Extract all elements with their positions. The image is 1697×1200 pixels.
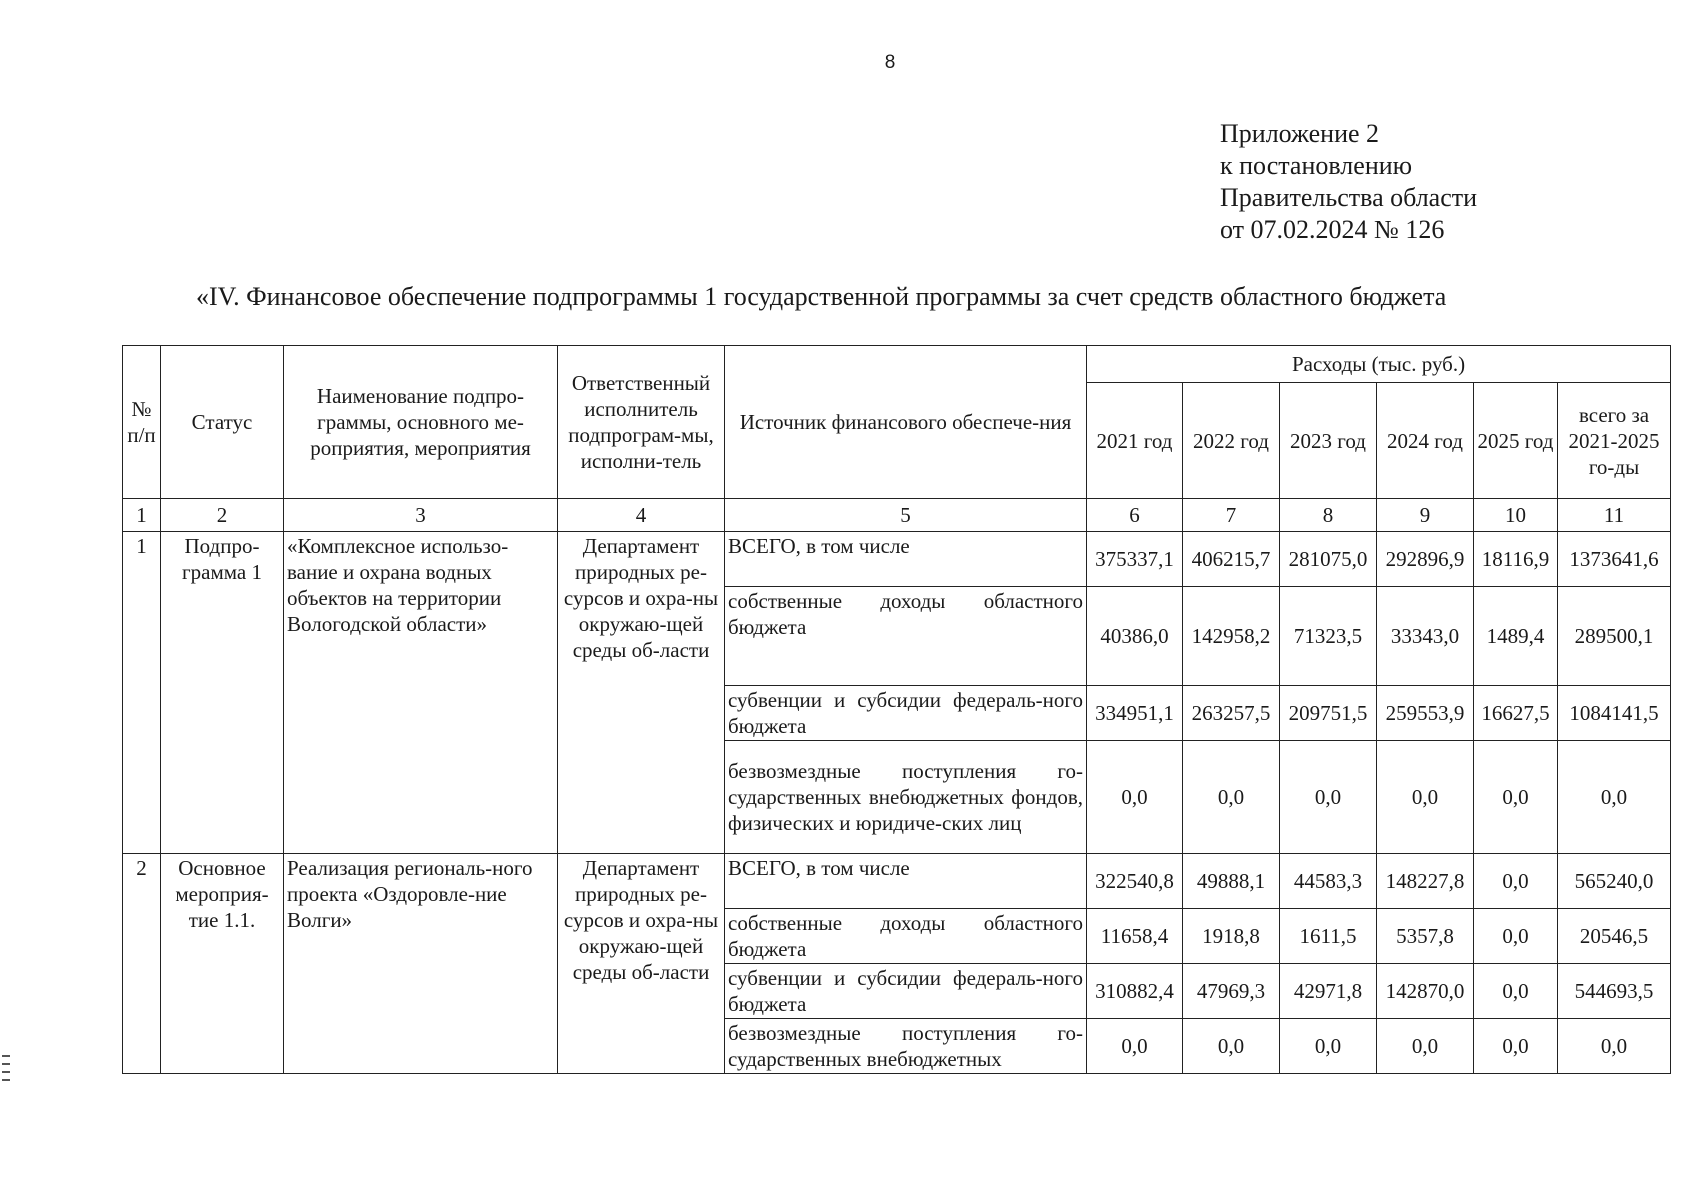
scan-margin-marks (2, 1055, 12, 1087)
header-year-2022: 2022 год (1183, 383, 1280, 499)
row-value: 18116,9 (1474, 532, 1558, 587)
row-value: 0,0 (1377, 1019, 1474, 1074)
row-source: ВСЕГО, в том числе (725, 532, 1087, 587)
header-year-2024: 2024 год (1377, 383, 1474, 499)
row-value: 0,0 (1474, 1019, 1558, 1074)
row-executor: Департамент природных ре-сурсов и охра-ны окружаю-щей среды об-ласти (558, 532, 725, 854)
header-year-2025: 2025 год (1474, 383, 1558, 499)
row-value: 71323,5 (1280, 587, 1377, 686)
row-value: 263257,5 (1183, 686, 1280, 741)
row-value: 209751,5 (1280, 686, 1377, 741)
row-value: 11658,4 (1087, 909, 1183, 964)
header-total: всего за 2021-2025 го-ды (1558, 383, 1671, 499)
row-value: 0,0 (1474, 964, 1558, 1019)
row-value: 1373641,6 (1558, 532, 1671, 587)
col-num-2: 2 (161, 499, 284, 532)
row-executor: Департамент природных ре-сурсов и охра-ны окружаю-щей среды об-ласти (558, 854, 725, 1074)
header-executor: Ответственный исполнитель подпрограм-мы, исполни-тель (558, 346, 725, 499)
row-value: 148227,8 (1377, 854, 1474, 909)
row-value: 5357,8 (1377, 909, 1474, 964)
annex-line-3: Правительства области (1220, 183, 1478, 212)
row-source: ВСЕГО, в том числе (725, 854, 1087, 909)
header-num: № п/п (123, 346, 161, 499)
row-value: 334951,1 (1087, 686, 1183, 741)
row-value: 0,0 (1377, 741, 1474, 854)
row-value: 142958,2 (1183, 587, 1280, 686)
row-value: 1611,5 (1280, 909, 1377, 964)
row-value: 0,0 (1280, 1019, 1377, 1074)
row-value: 0,0 (1087, 1019, 1183, 1074)
row-status: Основное мероприя-тие 1.1. (161, 854, 284, 1074)
row-num: 2 (123, 854, 161, 1074)
col-num-3: 3 (284, 499, 558, 532)
annex-line-4: от 07.02.2024 № 126 (1220, 215, 1445, 244)
row-source: субвенции и субсидии федераль-ного бюджета (725, 686, 1087, 741)
row-value: 1918,8 (1183, 909, 1280, 964)
col-num-11: 11 (1558, 499, 1671, 532)
header-year-2021: 2021 год (1087, 383, 1183, 499)
row-value: 1084141,5 (1558, 686, 1671, 741)
col-num-10: 10 (1474, 499, 1558, 532)
header-year-2023: 2023 год (1280, 383, 1377, 499)
row-source: собственные доходы областного бюджета (725, 587, 1087, 686)
col-num-9: 9 (1377, 499, 1474, 532)
table-row (123, 532, 1671, 587)
header-status: Статус (161, 346, 284, 499)
col-num-4: 4 (558, 499, 725, 532)
row-value: 0,0 (1183, 741, 1280, 854)
row-value: 0,0 (1474, 854, 1558, 909)
row-value: 42971,8 (1280, 964, 1377, 1019)
annex-line-2: к постановлению (1220, 151, 1413, 180)
row-num: 1 (123, 532, 161, 854)
col-num-6: 6 (1087, 499, 1183, 532)
row-value: 16627,5 (1474, 686, 1558, 741)
col-num-7: 7 (1183, 499, 1280, 532)
header-name: Наименование подпро-граммы, основного ме-роприятия, мероприятия (284, 346, 558, 499)
row-value: 20546,5 (1558, 909, 1671, 964)
row-value: 0,0 (1474, 909, 1558, 964)
financing-table (122, 345, 1671, 1074)
header-source: Источник финансового обеспече-ния (725, 346, 1087, 499)
row-value: 289500,1 (1558, 587, 1671, 686)
row-value: 310882,4 (1087, 964, 1183, 1019)
annex-line-1: Приложение 2 (1220, 119, 1380, 148)
row-value: 142870,0 (1377, 964, 1474, 1019)
row-source: субвенции и субсидии федераль-ного бюджета (725, 964, 1087, 1019)
row-value: 322540,8 (1087, 854, 1183, 909)
row-source: безвозмездные поступления го-сударственных внебюджетных (725, 1019, 1087, 1074)
row-value: 49888,1 (1183, 854, 1280, 909)
column-number-row (123, 499, 1671, 532)
header-row-1 (123, 346, 1671, 383)
row-value: 375337,1 (1087, 532, 1183, 587)
row-value: 292896,9 (1377, 532, 1474, 587)
row-value: 0,0 (1474, 741, 1558, 854)
row-source: безвозмездные поступления го-сударственных внебюджетных фондов, физических и юридиче-ских лиц (725, 741, 1087, 854)
row-value: 281075,0 (1280, 532, 1377, 587)
header-expenses: Расходы (тыс. руб.) (1087, 346, 1671, 383)
row-value: 259553,9 (1377, 686, 1474, 741)
row-value: 47969,3 (1183, 964, 1280, 1019)
row-value: 33343,0 (1377, 587, 1474, 686)
table-row (123, 854, 1671, 909)
col-num-8: 8 (1280, 499, 1377, 532)
page-number: 8 (884, 52, 896, 73)
row-value: 0,0 (1280, 741, 1377, 854)
row-value: 565240,0 (1558, 854, 1671, 909)
annex-block (1220, 118, 1477, 246)
section-title: «IV. Финансовое обеспечение подпрограммы 1 государственной программы за счет средств областного бюджета (196, 282, 1447, 311)
row-value: 0,0 (1087, 741, 1183, 854)
row-name: Реализация региональ-ного проекта «Оздоровле-ние Волги» (284, 854, 558, 1074)
row-value: 40386,0 (1087, 587, 1183, 686)
row-value: 544693,5 (1558, 964, 1671, 1019)
col-num-1: 1 (123, 499, 161, 532)
row-value: 1489,4 (1474, 587, 1558, 686)
row-value: 0,0 (1558, 741, 1671, 854)
row-value: 0,0 (1558, 1019, 1671, 1074)
row-value: 44583,3 (1280, 854, 1377, 909)
row-value: 0,0 (1183, 1019, 1280, 1074)
row-name: «Комплексное использо-вание и охрана водных объектов на территории Вологодской области» (284, 532, 558, 854)
row-status: Подпро-грамма 1 (161, 532, 284, 854)
row-source: собственные доходы областного бюджета (725, 909, 1087, 964)
row-value: 406215,7 (1183, 532, 1280, 587)
col-num-5: 5 (725, 499, 1087, 532)
